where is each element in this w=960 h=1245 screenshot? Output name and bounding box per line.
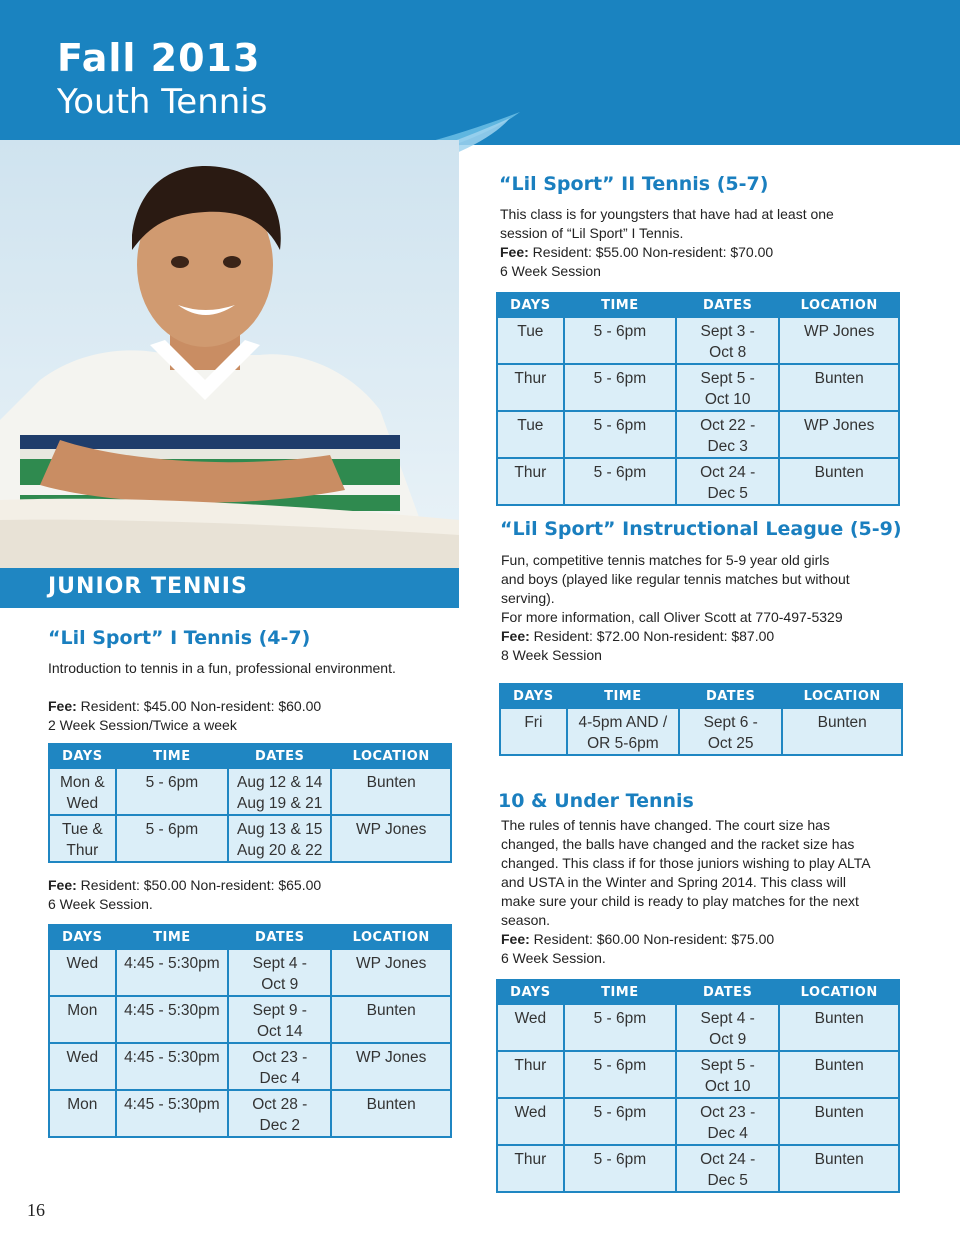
- table-row: [49, 1043, 451, 1090]
- table-header-row: [497, 980, 899, 1004]
- header-dates: DATES: [676, 293, 779, 317]
- league-title: “Lil Sport” Instructional League (5-9): [500, 518, 902, 540]
- under-10-desc-6: season.: [501, 912, 551, 928]
- cell-days-line: Thur: [514, 1151, 547, 1168]
- cell-dates: [676, 364, 779, 411]
- header-days: DAYS: [49, 925, 116, 949]
- cell-dates-line: Dec 5: [707, 1172, 748, 1189]
- lil-sport-2-desc-1: This class is for youngsters that have had at least one: [500, 206, 834, 222]
- cell-days: [49, 815, 116, 862]
- junior-tennis-banner: [0, 568, 459, 608]
- cell-days: [497, 1004, 564, 1051]
- cell-time: [564, 1098, 676, 1145]
- lil-sport-1-schedule-table-2: [48, 924, 452, 1138]
- cell-time-line: 5 - 6pm: [593, 417, 647, 434]
- table-row: [49, 996, 451, 1043]
- cell-location-line: Bunten: [366, 1096, 416, 1113]
- cell-dates: [679, 708, 782, 755]
- header-time: TIME: [567, 684, 679, 708]
- cell-location: [331, 949, 451, 996]
- cell-dates-line: Sept 9 -: [252, 1002, 307, 1019]
- under-10-title: 10 & Under Tennis: [498, 790, 694, 812]
- header-days: DAYS: [497, 293, 564, 317]
- cell-dates-line: Aug 13 & 15: [237, 821, 323, 838]
- lil-sport-2-schedule-table: [496, 292, 900, 506]
- cell-dates-line: Oct 9: [709, 1031, 747, 1048]
- cell-dates-line: Oct 10: [704, 391, 751, 408]
- cell-location: [779, 458, 899, 505]
- header-days: DAYS: [500, 684, 567, 708]
- table-row: [497, 364, 899, 411]
- cell-days-line: Wed: [66, 1049, 99, 1066]
- header-days: DAYS: [497, 980, 564, 1004]
- header-time: TIME: [116, 744, 228, 768]
- under-10-desc-3: changed. This class if for those juniors wishing to play ALTA: [501, 855, 871, 871]
- cell-days: [49, 1090, 116, 1137]
- lil-sport-2-fee: [500, 243, 920, 262]
- header-location: LOCATION: [331, 925, 451, 949]
- header-location: LOCATION: [331, 744, 451, 768]
- cell-days: [497, 1098, 564, 1145]
- cell-dates: [228, 996, 331, 1043]
- cell-location-line: WP Jones: [356, 821, 427, 838]
- table-row: [497, 317, 899, 364]
- cell-days: [49, 949, 116, 996]
- header-dates: DATES: [228, 744, 331, 768]
- cell-dates-line: Dec 4: [707, 1125, 748, 1142]
- cell-location-line: WP Jones: [804, 417, 875, 434]
- cell-dates-line: Oct 8: [709, 344, 747, 361]
- cell-location-line: Bunten: [366, 774, 416, 791]
- header-time: TIME: [564, 293, 676, 317]
- cell-time-line: 4:45 - 5:30pm: [124, 1049, 220, 1066]
- cell-dates-line: Oct 24 -: [700, 1151, 756, 1168]
- cell-location: [779, 1145, 899, 1192]
- fee-text: Resident: $60.00 Non-resident: $75.00: [529, 931, 775, 947]
- cell-dates: [676, 1145, 779, 1192]
- cell-location-line: Bunten: [814, 1151, 864, 1168]
- cell-days: [49, 768, 116, 815]
- junior-tennis-heading: JUNIOR TENNIS: [48, 574, 248, 599]
- cell-time: [567, 708, 679, 755]
- cell-days-line: Tue: [517, 323, 544, 340]
- cell-location-line: Bunten: [814, 1010, 864, 1027]
- cell-dates-line: Sept 4 -: [252, 955, 307, 972]
- cell-location-line: WP Jones: [356, 955, 427, 972]
- header-dates: DATES: [676, 980, 779, 1004]
- header-location: LOCATION: [779, 980, 899, 1004]
- lil-sport-2-title: “Lil Sport” II Tennis (5-7): [499, 173, 769, 195]
- cell-location-line: WP Jones: [356, 1049, 427, 1066]
- cell-location: [331, 1090, 451, 1137]
- cell-days-line: Thur: [514, 464, 547, 481]
- cell-dates: [676, 1098, 779, 1145]
- cell-time-line: 5 - 6pm: [593, 1010, 647, 1027]
- table-row: [497, 411, 899, 458]
- cell-dates-line: Dec 2: [259, 1117, 301, 1134]
- cell-dates-line: Oct 23 -: [700, 1104, 756, 1121]
- table-row: [497, 458, 899, 505]
- cell-days-line: Tue &: [61, 821, 103, 838]
- table-header-row: [49, 744, 451, 768]
- cell-days: [497, 458, 564, 505]
- cell-days: [49, 996, 116, 1043]
- under-10-session: 6 Week Session.: [501, 950, 606, 966]
- cell-time-line: 5 - 6pm: [593, 464, 647, 481]
- fee-label: Fee:: [501, 931, 530, 947]
- page-title-subtitle: Youth Tennis: [57, 82, 268, 122]
- lil-sport-1-intro: Introduction to tennis in a fun, professional environment.: [48, 660, 396, 676]
- cell-days-line: Mon: [67, 1002, 98, 1019]
- page-number: 16: [27, 1200, 45, 1220]
- league-schedule-table: [499, 683, 903, 756]
- table-row: [497, 1004, 899, 1051]
- table-row: [49, 1090, 451, 1137]
- header-time: TIME: [116, 925, 228, 949]
- cell-days: [49, 1043, 116, 1090]
- table-header-row: [500, 684, 902, 708]
- cell-dates: [676, 1004, 779, 1051]
- cell-time-line: 4:45 - 5:30pm: [124, 1096, 220, 1113]
- league-desc-2: and boys (played like regular tennis matches but without: [501, 571, 850, 587]
- cell-days: [497, 364, 564, 411]
- cell-days-line: Fri: [524, 714, 543, 731]
- cell-dates-line: Oct 10: [704, 1078, 751, 1095]
- lil-sport-1-session-2: 6 Week Session.: [48, 896, 153, 912]
- under-10-desc-5: make sure your child is ready to play matches for the next: [501, 893, 859, 909]
- cell-location-line: Bunten: [814, 464, 864, 481]
- cell-location: [779, 317, 899, 364]
- cell-days-line: Thur: [66, 842, 99, 859]
- cell-time: [116, 768, 228, 815]
- cell-time: [116, 949, 228, 996]
- header-dates: DATES: [228, 925, 331, 949]
- cell-location-line: Bunten: [817, 714, 867, 731]
- under-10-fee: [501, 930, 921, 949]
- cell-location: [779, 1098, 899, 1145]
- cell-days: [500, 708, 567, 755]
- cell-location: [779, 1051, 899, 1098]
- cell-dates: [228, 1043, 331, 1090]
- lil-sport-1-fee-2: [48, 876, 448, 895]
- lil-sport-1-session-1: 2 Week Session/Twice a week: [48, 717, 237, 733]
- cell-location: [779, 1004, 899, 1051]
- cell-time: [564, 1051, 676, 1098]
- under-10-desc-4: and USTA in the Winter and Spring 2014. This class will: [501, 874, 846, 890]
- cell-dates-line: Oct 9: [261, 976, 299, 993]
- cell-days-line: Wed: [66, 795, 99, 812]
- cell-location-line: WP Jones: [804, 323, 875, 340]
- cell-location: [779, 364, 899, 411]
- cell-dates: [228, 815, 331, 862]
- cell-time-line: 5 - 6pm: [593, 370, 647, 387]
- cell-time-line: 5 - 6pm: [593, 1057, 647, 1074]
- cell-days-line: Tue: [517, 417, 544, 434]
- lil-sport-2-session: 6 Week Session: [500, 263, 601, 279]
- cell-time-line: 4:45 - 5:30pm: [124, 955, 220, 972]
- cell-time-line: 5 - 6pm: [593, 1151, 647, 1168]
- cell-dates: [676, 1051, 779, 1098]
- table-row: [49, 949, 451, 996]
- cell-location-line: Bunten: [814, 1057, 864, 1074]
- league-info: For more information, call Oliver Scott at 770-497-5329: [501, 609, 843, 625]
- lil-sport-2-desc-2: session of “Lil Sport” I Tennis.: [500, 225, 684, 241]
- cell-dates-line: Oct 14: [256, 1023, 303, 1040]
- cell-days-line: Wed: [66, 955, 99, 972]
- cell-dates: [676, 411, 779, 458]
- table-row: [497, 1051, 899, 1098]
- cell-time: [116, 815, 228, 862]
- cell-dates-line: Sept 5 -: [700, 370, 755, 387]
- cell-time-line: 4-5pm AND /: [578, 714, 668, 731]
- cell-location: [331, 768, 451, 815]
- cell-dates-line: Aug 12 & 14: [237, 774, 323, 791]
- cell-dates-line: Aug 20 & 22: [237, 842, 323, 859]
- cell-days: [497, 317, 564, 364]
- cell-time: [564, 411, 676, 458]
- cell-dates: [676, 458, 779, 505]
- table-row: [500, 708, 902, 755]
- cell-dates: [228, 768, 331, 815]
- cell-days: [497, 1051, 564, 1098]
- boy-photo: [0, 140, 459, 570]
- cell-location-line: Bunten: [814, 1104, 864, 1121]
- cell-days: [497, 1145, 564, 1192]
- cell-time-line: 4:45 - 5:30pm: [124, 1002, 220, 1019]
- fee-label: Fee:: [500, 244, 529, 260]
- cell-dates-line: Sept 5 -: [700, 1057, 755, 1074]
- cell-location: [331, 996, 451, 1043]
- cell-dates-line: Sept 3 -: [700, 323, 755, 340]
- cell-location: [331, 815, 451, 862]
- cell-dates: [228, 1090, 331, 1137]
- cell-time-line: OR 5-6pm: [587, 735, 659, 752]
- cell-dates-line: Sept 4 -: [700, 1010, 755, 1027]
- cell-dates: [228, 949, 331, 996]
- cell-days-line: Mon &: [59, 774, 105, 791]
- cell-dates-line: Oct 22 -: [700, 417, 756, 434]
- cell-dates-line: Aug 19 & 21: [237, 795, 323, 812]
- header-days: DAYS: [49, 744, 116, 768]
- header-dates: DATES: [679, 684, 782, 708]
- cell-days-line: Wed: [514, 1104, 547, 1121]
- cell-location-line: Bunten: [366, 1002, 416, 1019]
- table-header-row: [49, 925, 451, 949]
- cell-dates-line: Dec 5: [707, 485, 748, 502]
- cell-dates-line: Oct 28 -: [252, 1096, 308, 1113]
- cell-location: [782, 708, 902, 755]
- league-desc-3: serving).: [501, 590, 555, 606]
- cell-days-line: Mon: [67, 1096, 98, 1113]
- cell-days-line: Thur: [514, 1057, 547, 1074]
- cell-time: [116, 1090, 228, 1137]
- cell-location-line: Bunten: [814, 370, 864, 387]
- league-session: 8 Week Session: [501, 647, 602, 663]
- fee-text: Resident: $72.00 Non-resident: $87.00: [529, 628, 775, 644]
- league-fee: [501, 627, 921, 646]
- under-10-desc-1: The rules of tennis have changed. The court size has: [501, 817, 830, 833]
- cell-location: [331, 1043, 451, 1090]
- cell-time-line: 5 - 6pm: [593, 323, 647, 340]
- cell-days-line: Wed: [514, 1010, 547, 1027]
- header-location: LOCATION: [782, 684, 902, 708]
- fee-text: Resident: $55.00 Non-resident: $70.00: [528, 244, 774, 260]
- table-row: [49, 815, 451, 862]
- header-location: LOCATION: [779, 293, 899, 317]
- cell-time: [116, 996, 228, 1043]
- cell-dates-line: Dec 4: [259, 1070, 301, 1087]
- league-desc-1: Fun, competitive tennis matches for 5-9 year old girls: [501, 552, 830, 568]
- fee-label: Fee:: [48, 877, 77, 893]
- cell-time: [564, 317, 676, 364]
- cell-time-line: 5 - 6pm: [593, 1104, 647, 1121]
- cell-time: [564, 364, 676, 411]
- fee-label: Fee:: [501, 628, 530, 644]
- lil-sport-1-fee-1: [48, 697, 448, 716]
- table-row: [497, 1145, 899, 1192]
- lil-sport-1-title: “Lil Sport” I Tennis (4-7): [48, 627, 311, 649]
- lil-sport-1-schedule-table-1: [48, 743, 452, 863]
- cell-dates-line: Oct 23 -: [252, 1049, 308, 1066]
- under-10-desc-2: changed, the balls have changed and the racket size has: [501, 836, 855, 852]
- table-header-row: [497, 293, 899, 317]
- cell-time: [564, 1004, 676, 1051]
- header-time: TIME: [564, 980, 676, 1004]
- cell-dates-line: Oct 25: [707, 735, 754, 752]
- cell-time: [564, 1145, 676, 1192]
- cell-time: [116, 1043, 228, 1090]
- cell-days: [497, 411, 564, 458]
- fee-text: Resident: $50.00 Non-resident: $65.00: [76, 877, 322, 893]
- page-title-year: Fall 2013: [57, 36, 261, 80]
- under-10-schedule-table: [496, 979, 900, 1193]
- fee-text: Resident: $45.00 Non-resident: $60.00: [76, 698, 322, 714]
- cell-dates: [676, 317, 779, 364]
- cell-dates-line: Oct 24 -: [700, 464, 756, 481]
- cell-dates-line: Sept 6 -: [703, 714, 758, 731]
- cell-time-line: 5 - 6pm: [145, 774, 199, 791]
- table-row: [49, 768, 451, 815]
- cell-days-line: Thur: [514, 370, 547, 387]
- fee-label: Fee:: [48, 698, 77, 714]
- table-row: [497, 1098, 899, 1145]
- cell-location: [779, 411, 899, 458]
- cell-time-line: 5 - 6pm: [145, 821, 199, 838]
- cell-dates-line: Dec 3: [707, 438, 748, 455]
- cell-time: [564, 458, 676, 505]
